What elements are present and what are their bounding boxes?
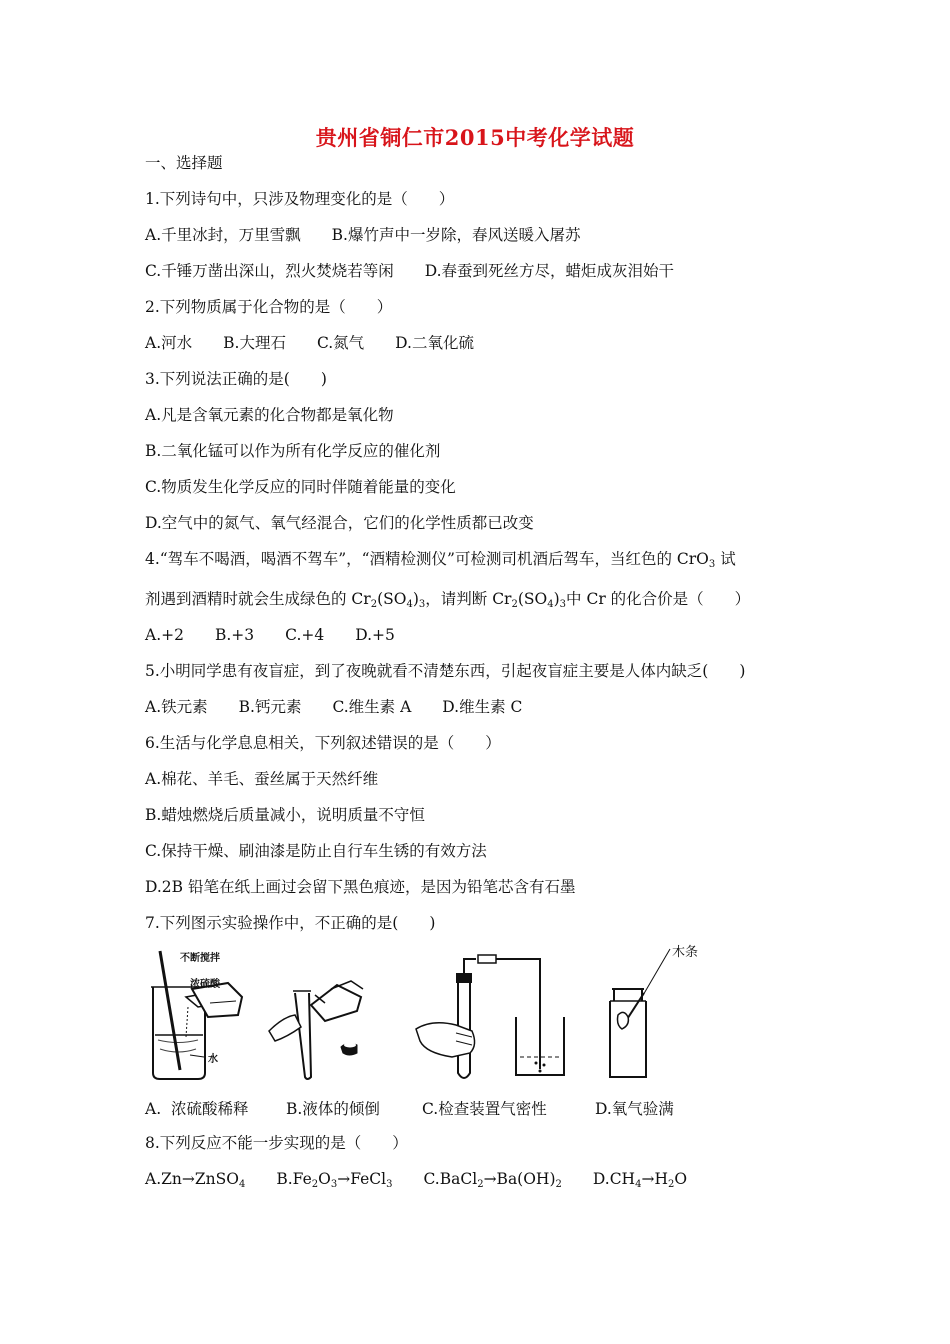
q6-option-b: B.蜡烛燃烧后质量减小，说明质量不守恒 bbox=[145, 806, 425, 824]
q7-stem: 7.下列图示实验操作中，不正确的是( ) bbox=[145, 914, 436, 932]
figure-label-acid: 浓硫酸 bbox=[190, 979, 220, 990]
q8-stem: 8.下列反应不能一步实现的是（ ） bbox=[145, 1134, 408, 1152]
q4-stem-line2: 剂遇到酒精时就会生成绿色的 $Cr_2(SO_4)_3$，请判断 $Cr_2(SO_4)_3$中 Cr 的化合价是（ ） bbox=[145, 590, 751, 610]
figure-label-water: 水 bbox=[208, 1054, 218, 1065]
section-heading: 一、选择题 bbox=[145, 154, 223, 172]
figure-oxygen-check bbox=[598, 945, 718, 1085]
q3-option-d: D.空气中的氮气、氧气经混合，它们的化学性质都已改变 bbox=[145, 514, 534, 532]
q4-stem-line1: 4.“驾车不喝酒，喝酒不驾车”，“酒精检测仪”可检测司机酒后驾车，当红色的 CrO$_3$ 试 bbox=[145, 550, 736, 570]
q3-option-a: A.凡是含氧元素的化合物都是氧化物 bbox=[145, 406, 394, 424]
q2-options: A.河水 B.大理石 C.氮气 D.二氧化硫 bbox=[145, 334, 474, 352]
q6-stem: 6.生活与化学息息相关，下列叙述错误的是（ ） bbox=[145, 734, 501, 752]
q5-options: A.铁元素 B.钙元素 C.维生素 A D.维生素 C bbox=[145, 698, 523, 716]
page-title: 贵州省铜仁市2015中考化学试题 bbox=[315, 125, 635, 150]
q6-option-d: D.2B 铅笔在纸上画过会留下黑色痕迹，是因为铅笔芯含有石墨 bbox=[145, 878, 576, 896]
caption-b: B.液体的倾倒 bbox=[286, 1100, 380, 1118]
q2-stem: 2.下列物质属于化合物的是（ ） bbox=[145, 298, 393, 316]
figure-label-stir: 不断搅拌 bbox=[180, 953, 220, 964]
q3-option-c: C.物质发生化学反应的同时伴随着能量的变化 bbox=[145, 478, 456, 496]
caption-d: D.氧气验满 bbox=[595, 1100, 674, 1118]
q3-stem: 3.下列说法正确的是( ) bbox=[145, 370, 327, 388]
q6-option-c: C.保持干燥、刷油漆是防止自行车生锈的有效方法 bbox=[145, 842, 487, 860]
figure-label-splint: 木条 bbox=[672, 945, 699, 960]
figure-acid-dilution bbox=[148, 945, 248, 1085]
q1-options-ab: A.千里冰封，万里雪飘 B.爆竹声中一岁除，春风送暖入屠苏 bbox=[145, 226, 581, 244]
figure-liquid-pouring bbox=[265, 945, 375, 1085]
caption-c: C.检查装置气密性 bbox=[422, 1100, 547, 1118]
caption-a: A. 浓硫酸稀释 bbox=[145, 1100, 249, 1118]
q4-options: A.+2 B.+3 C.+4 D.+5 bbox=[145, 626, 395, 644]
q6-option-a: A.棉花、羊毛、蚕丝属于天然纤维 bbox=[145, 770, 379, 788]
q5-stem: 5.小明同学患有夜盲症，到了夜晚就看不清楚东西，引起夜盲症主要是人体内缺乏( ) bbox=[145, 662, 746, 680]
figure-airtightness-check bbox=[412, 945, 582, 1085]
q1-stem: 1.下列诗句中，只涉及物理变化的是（ ） bbox=[145, 190, 455, 208]
q1-options-cd: C.千锤万凿出深山，烈火焚烧若等闲 D.春蚕到死丝方尽，蜡炬成灰泪始干 bbox=[145, 262, 675, 280]
q8-options: A.Zn→ZnSO$_4$ $B.Fe_2O_3\to FeCl_3$ $C.BaCl_2\to Ba(OH)_2$ $D.CH_4\to H_2O$ bbox=[145, 1170, 688, 1190]
q3-option-b: B.二氧化锰可以作为所有化学反应的催化剂 bbox=[145, 442, 441, 460]
